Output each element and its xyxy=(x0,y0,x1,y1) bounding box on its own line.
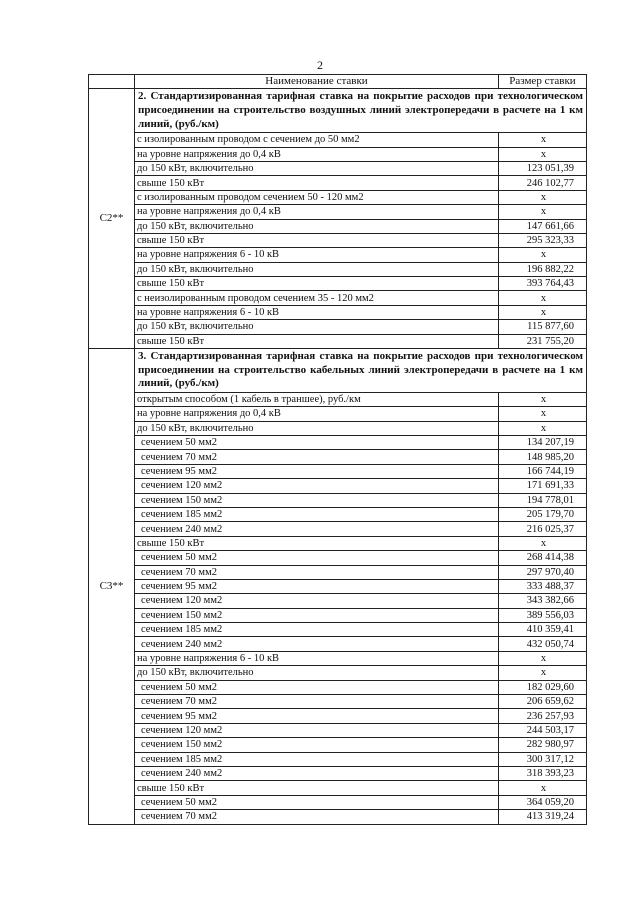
table-row xyxy=(89,637,587,651)
rate-label: на уровне напряжения 6 - 10 кВ xyxy=(135,305,499,319)
rate-label: свыше 150 кВт xyxy=(135,334,499,348)
rate-value: 182 029,60 xyxy=(499,680,587,694)
rate-value: 300 317,12 xyxy=(499,752,587,766)
rate-value: х xyxy=(499,133,587,147)
rate-label: открытым способом (1 кабель в траншее), руб./км xyxy=(135,392,499,406)
rate-value: 115 877,60 xyxy=(499,320,587,334)
rate-label: сечением 50 мм2 xyxy=(135,795,499,809)
table-row xyxy=(89,233,587,247)
rate-value: 393 764,43 xyxy=(499,277,587,291)
rate-value: 389 556,03 xyxy=(499,608,587,622)
tariff-table-body xyxy=(89,75,587,825)
rate-value: 194 778,01 xyxy=(499,493,587,507)
rate-label: сечением 70 мм2 xyxy=(135,450,499,464)
table-row xyxy=(89,680,587,694)
table-row xyxy=(89,464,587,478)
rate-value: 413 319,24 xyxy=(499,810,587,824)
rate-code: С3** xyxy=(89,349,135,825)
rate-label: до 150 кВт, включительно xyxy=(135,161,499,175)
rate-code: С2** xyxy=(89,89,135,349)
rate-value: х xyxy=(499,147,587,161)
page-number: 2 xyxy=(317,58,323,72)
header-empty-cell xyxy=(89,75,135,89)
table-row xyxy=(89,479,587,493)
rate-label: сечением 240 мм2 xyxy=(135,637,499,651)
rate-label: сечением 240 мм2 xyxy=(135,522,499,536)
table-row xyxy=(89,435,587,449)
rate-value: 244 503,17 xyxy=(499,723,587,737)
rate-label: на уровне напряжения до 0,4 кВ xyxy=(135,147,499,161)
rate-value: х xyxy=(499,407,587,421)
table-row xyxy=(89,334,587,348)
rate-label: сечением 95 мм2 xyxy=(135,579,499,593)
rate-label: сечением 70 мм2 xyxy=(135,810,499,824)
rate-label: на уровне напряжения 6 - 10 кВ xyxy=(135,651,499,665)
rate-value: 166 744,19 xyxy=(499,464,587,478)
table-row xyxy=(89,723,587,737)
table-row xyxy=(89,536,587,550)
table-row xyxy=(89,392,587,406)
table-row xyxy=(89,248,587,262)
table-row xyxy=(89,810,587,824)
rate-label: свыше 150 кВт xyxy=(135,536,499,550)
rate-label: сечением 70 мм2 xyxy=(135,695,499,709)
header-name-column: Наименование ставки xyxy=(135,75,499,89)
rate-value: х xyxy=(499,421,587,435)
rate-value: 268 414,38 xyxy=(499,551,587,565)
table-row xyxy=(89,493,587,507)
table-row xyxy=(89,752,587,766)
rate-label: с изолированным проводом с сечением до 50 мм2 xyxy=(135,133,499,147)
rate-value: х xyxy=(499,536,587,550)
rate-value: 333 488,37 xyxy=(499,579,587,593)
table-row xyxy=(89,795,587,809)
rate-label: сечением 50 мм2 xyxy=(135,551,499,565)
rate-label: до 150 кВт, включительно xyxy=(135,666,499,680)
table-row xyxy=(89,709,587,723)
rate-label: сечением 95 мм2 xyxy=(135,709,499,723)
rate-value: 343 382,66 xyxy=(499,594,587,608)
section-title-row xyxy=(89,89,587,133)
rate-value: 148 985,20 xyxy=(499,450,587,464)
table-header-row xyxy=(89,75,587,89)
rate-value: 134 207,19 xyxy=(499,435,587,449)
rate-value: 205 179,70 xyxy=(499,507,587,521)
rate-label: сечением 185 мм2 xyxy=(135,507,499,521)
table-row xyxy=(89,277,587,291)
section-title: 3. Стандартизированная тарифная ставка на покрытие расходов при технологическом присоединении на строительство кабельных линий электропередачи в расчете на 1 км линий, (руб./км) xyxy=(135,349,587,393)
rate-label: с неизолированным проводом сечением 35 - 120 мм2 xyxy=(135,291,499,305)
rate-label: сечением 50 мм2 xyxy=(135,680,499,694)
rate-value: х xyxy=(499,651,587,665)
rate-value: 297 970,40 xyxy=(499,565,587,579)
rate-label: сечением 120 мм2 xyxy=(135,723,499,737)
rate-label: с изолированным проводом сечением 50 - 120 мм2 xyxy=(135,190,499,204)
table-row xyxy=(89,291,587,305)
rate-value: 364 059,20 xyxy=(499,795,587,809)
rate-value: х xyxy=(499,291,587,305)
table-row xyxy=(89,565,587,579)
table-row xyxy=(89,450,587,464)
rate-value: 410 359,41 xyxy=(499,623,587,637)
rate-value: х xyxy=(499,392,587,406)
table-row xyxy=(89,147,587,161)
table-row xyxy=(89,594,587,608)
rate-value: 282 980,97 xyxy=(499,738,587,752)
rate-value: 318 393,23 xyxy=(499,766,587,780)
rate-label: сечением 150 мм2 xyxy=(135,493,499,507)
table-row xyxy=(89,190,587,204)
rate-value: 171 691,33 xyxy=(499,479,587,493)
rate-label: до 150 кВт, включительно xyxy=(135,421,499,435)
section-title-row xyxy=(89,349,587,393)
rate-label: сечением 95 мм2 xyxy=(135,464,499,478)
table-row xyxy=(89,766,587,780)
rate-value: 295 323,33 xyxy=(499,233,587,247)
rate-value: х xyxy=(499,205,587,219)
table-row xyxy=(89,305,587,319)
rate-value: х xyxy=(499,781,587,795)
rate-label: до 150 кВт, включительно xyxy=(135,219,499,233)
rate-value: 216 025,37 xyxy=(499,522,587,536)
rate-value: х xyxy=(499,305,587,319)
rate-label: сечением 185 мм2 xyxy=(135,752,499,766)
rate-label: сечением 70 мм2 xyxy=(135,565,499,579)
table-row xyxy=(89,738,587,752)
table-row xyxy=(89,176,587,190)
table-row xyxy=(89,421,587,435)
table-row xyxy=(89,320,587,334)
table-row xyxy=(89,262,587,276)
table-row xyxy=(89,623,587,637)
rate-label: свыше 150 кВт xyxy=(135,233,499,247)
rate-value: 432 050,74 xyxy=(499,637,587,651)
table-row xyxy=(89,695,587,709)
table-row xyxy=(89,407,587,421)
rate-label: сечением 150 мм2 xyxy=(135,738,499,752)
rate-label: сечением 240 мм2 xyxy=(135,766,499,780)
rate-label: до 150 кВт, включительно xyxy=(135,320,499,334)
table-row xyxy=(89,507,587,521)
rate-value: х xyxy=(499,666,587,680)
rate-value: 246 102,77 xyxy=(499,176,587,190)
rate-label: на уровне напряжения до 0,4 кВ xyxy=(135,407,499,421)
rate-value: 123 051,39 xyxy=(499,161,587,175)
table-row xyxy=(89,781,587,795)
header-value-column: Размер ставки xyxy=(499,75,587,89)
table-row xyxy=(89,205,587,219)
rate-label: сечением 120 мм2 xyxy=(135,479,499,493)
table-row xyxy=(89,579,587,593)
table-row xyxy=(89,161,587,175)
rate-label: до 150 кВт, включительно xyxy=(135,262,499,276)
rate-value: 196 882,22 xyxy=(499,262,587,276)
table-row xyxy=(89,666,587,680)
table-row xyxy=(89,608,587,622)
table-row xyxy=(89,651,587,665)
rate-value: х xyxy=(499,248,587,262)
table-row xyxy=(89,551,587,565)
rate-label: свыше 150 кВт xyxy=(135,176,499,190)
rate-label: на уровне напряжения 6 - 10 кВ xyxy=(135,248,499,262)
rate-label: сечением 150 мм2 xyxy=(135,608,499,622)
rate-value: 147 661,66 xyxy=(499,219,587,233)
table-row xyxy=(89,522,587,536)
rate-value: х xyxy=(499,190,587,204)
rate-label: сечением 185 мм2 xyxy=(135,623,499,637)
rate-label: свыше 150 кВт xyxy=(135,277,499,291)
rate-value: 231 755,20 xyxy=(499,334,587,348)
rate-label: сечением 120 мм2 xyxy=(135,594,499,608)
rate-value: 206 659,62 xyxy=(499,695,587,709)
rate-label: сечением 50 мм2 xyxy=(135,435,499,449)
table-row xyxy=(89,133,587,147)
tariff-table xyxy=(88,74,587,825)
rate-label: свыше 150 кВт xyxy=(135,781,499,795)
section-title: 2. Стандартизированная тарифная ставка на покрытие расходов при технологическом присоединении на строительство воздушных линий электропередачи в расчете на 1 км линий, (руб./км) xyxy=(135,89,587,133)
rate-value: 236 257,93 xyxy=(499,709,587,723)
table-row xyxy=(89,219,587,233)
rate-label: на уровне напряжения до 0,4 кВ xyxy=(135,205,499,219)
